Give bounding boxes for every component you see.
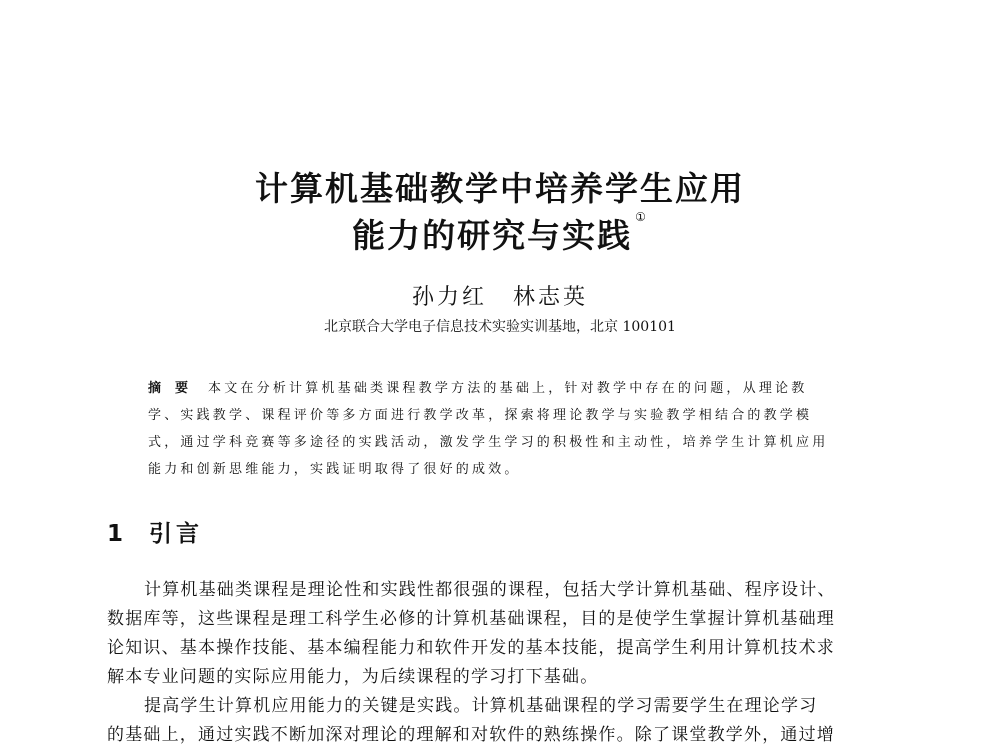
abstract-line: 能力和创新思维能力，实践证明取得了很好的成效。	[148, 462, 521, 477]
abstract-line: 式，通过学科竞赛等多途径的实践活动，激发学生学习的积极性和主动性，培养学生计算机应用	[148, 435, 829, 450]
affiliation: 北京联合大学电子信息技术实验实训基地，北京 100101	[324, 319, 676, 335]
section-number: 1	[107, 521, 124, 547]
paper-title-line-2-text: 能力的研究与实践	[352, 216, 633, 255]
abstract-label: 摘要	[148, 381, 203, 396]
author-2: 林志英	[513, 285, 589, 310]
abstract-line: 学、实践教学、课程评价等多方面进行教学改革，探索将理论教学与实验教学相结合的教学模	[148, 408, 813, 423]
abstract-text: 本文在分析计算机基础类课程教学方法的基础上，针对教学中存在的问题，从理论教	[208, 381, 808, 396]
author-1: 孙力红	[411, 285, 487, 310]
footnote-mark: ①	[635, 210, 648, 224]
section-title: 引言	[149, 521, 203, 547]
paper-title-line-1: 计算机基础教学中培养学生应用	[255, 169, 745, 208]
body-line: 数据库等，这些课程是理工科学生必修的计算机基础课程，目的是使学生掌握计算机基础理	[107, 609, 835, 629]
body-line: 提高学生计算机应用能力的关键是实践。计算机基础课程的学习需要学生在理论学习	[144, 696, 818, 716]
body-line: 的基础上，通过实践不断加深对理论的理解和对软件的熟练操作。除了课堂教学外，通过增	[107, 725, 835, 745]
paper-title-line-2	[0, 210, 1000, 257]
body-line: 解本专业问题的实际应用能力，为后续课程的学习打下基础。	[107, 667, 599, 687]
body-line: 论知识、基本操作技能、基本编程能力和软件开发的基本技能，提高学生利用计算机技术求	[107, 638, 835, 658]
body-line: 计算机基础类课程是理论性和实践性都很强的课程，包括大学计算机基础、程序设计、	[144, 580, 836, 600]
abstract-line	[148, 375, 868, 402]
authors	[0, 280, 1000, 311]
body-text	[107, 576, 897, 750]
section-heading	[107, 515, 203, 548]
abstract	[148, 375, 868, 483]
